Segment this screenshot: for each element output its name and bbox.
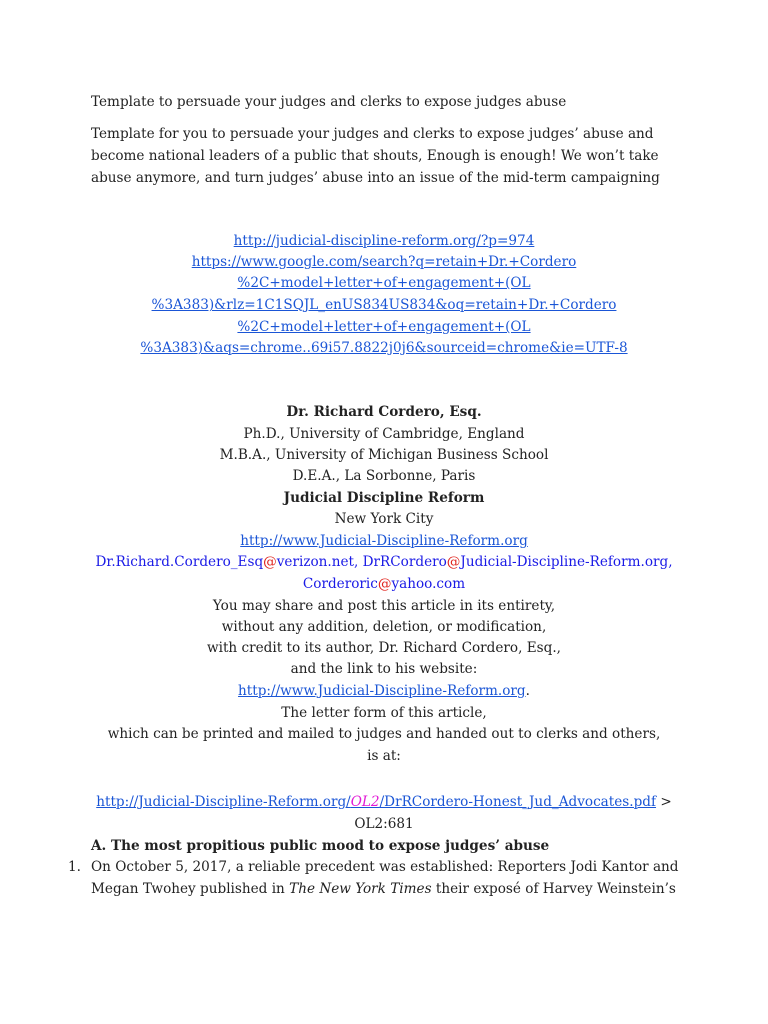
author-phd: Ph.D., University of Cambridge, England	[243, 426, 525, 442]
email-3-user[interactable]: Corderoric	[302, 576, 378, 592]
author-website-link[interactable]: http://www.Judicial-Discipline-Reform.org	[240, 533, 528, 549]
author-dea: D.E.A., La Sorbonne, Paris	[292, 468, 476, 484]
letter-arrow: >	[656, 794, 672, 810]
intro-line-3: abuse anymore, and turn judges’ abuse into an issue of the mid-term campaigning	[91, 170, 660, 186]
share-line-1: You may share and post this article in its entirety,	[212, 598, 556, 614]
nyt-italic: The New York Times	[289, 881, 432, 897]
author-name: Dr. Richard Cordero, Esq.	[286, 404, 482, 420]
share-website-link[interactable]: http://www.Judicial-Discipline-Reform.org	[238, 683, 526, 699]
author-emails-line-1[interactable]	[0, 552, 768, 572]
author-city: New York City	[334, 511, 434, 527]
link-google-search-4[interactable]: %2C+model+letter+of+engagement+(OL	[237, 319, 531, 335]
link-google-search-5[interactable]: %3A383)&aqs=chrome..69i57.8822j0j6&sourceid=chrome&ie=UTF-8	[140, 340, 628, 356]
section-a-p1: On October 5, 2017, a reliable precedent was established: Reporters Jodi Kantor and	[91, 859, 679, 875]
author-mba: M.B.A., University of Michigan Business School	[219, 447, 549, 463]
link-google-search-2[interactable]: %2C+model+letter+of+engagement+(OL	[237, 275, 531, 291]
ol2-highlight: OL2	[350, 794, 380, 810]
link-google-search-1[interactable]: https://www.google.com/search?q=retain+Dr.+Cordero	[191, 254, 577, 270]
share-line-4: and the link to his website:	[290, 661, 478, 677]
share-line-2: without any addition, deletion, or modification,	[221, 619, 547, 635]
share-line-3: with credit to its author, Dr. Richard Cordero, Esq.,	[206, 640, 561, 656]
email-1-domain[interactable]: verizon.net, DrRCordero	[276, 554, 447, 570]
list-number: 1.	[68, 859, 81, 875]
intro-line-1: Template for you to persuade your judges and clerks to expose judges’ abuse and	[91, 126, 654, 142]
letter-link[interactable]: http://Judicial-Discipline-Reform.org/OL2/DrRCordero-Honest_Jud_Advocates.pdf	[96, 794, 657, 810]
link-blog-post[interactable]: http://judicial-discipline-reform.org/?p=974	[233, 233, 535, 249]
share-link-period: .	[525, 683, 530, 699]
at-sign: @	[263, 554, 277, 570]
doc-title: Template to persuade your judges and clerks to expose judges abuse	[91, 94, 567, 110]
email-3-domain[interactable]: yahoo.com	[391, 576, 466, 592]
at-sign: @	[446, 554, 461, 570]
author-org: Judicial Discipline Reform	[283, 490, 485, 506]
letter-link-line[interactable]	[0, 792, 768, 812]
at-sign: @	[377, 576, 392, 592]
email-1-user[interactable]: Dr.Richard.Cordero_Esq	[95, 554, 264, 570]
section-a-heading: A. The most propitious public mood to expose judges’ abuse	[91, 838, 550, 854]
share-line-6: which can be printed and mailed to judges and handed out to clerks and others,	[107, 726, 661, 742]
email-2-domain[interactable]: Judicial-Discipline-Reform.org,	[460, 554, 673, 570]
author-emails-line-2[interactable]	[0, 574, 768, 594]
share-line-5: The letter form of this article,	[281, 705, 487, 721]
link-google-search-3[interactable]: %3A383)&rlz=1C1SQJL_enUS834US834&oq=retain+Dr.+Cordero	[151, 297, 617, 313]
letter-ref: OL2:681	[354, 816, 414, 832]
intro-line-2: become national leaders of a public that shouts, Enough is enough! We won’t take	[91, 148, 659, 164]
section-a-p2: Megan Twohey published in The New York Times their exposé of Harvey Weinstein’s	[91, 881, 676, 897]
share-line-7: is at:	[367, 748, 401, 764]
